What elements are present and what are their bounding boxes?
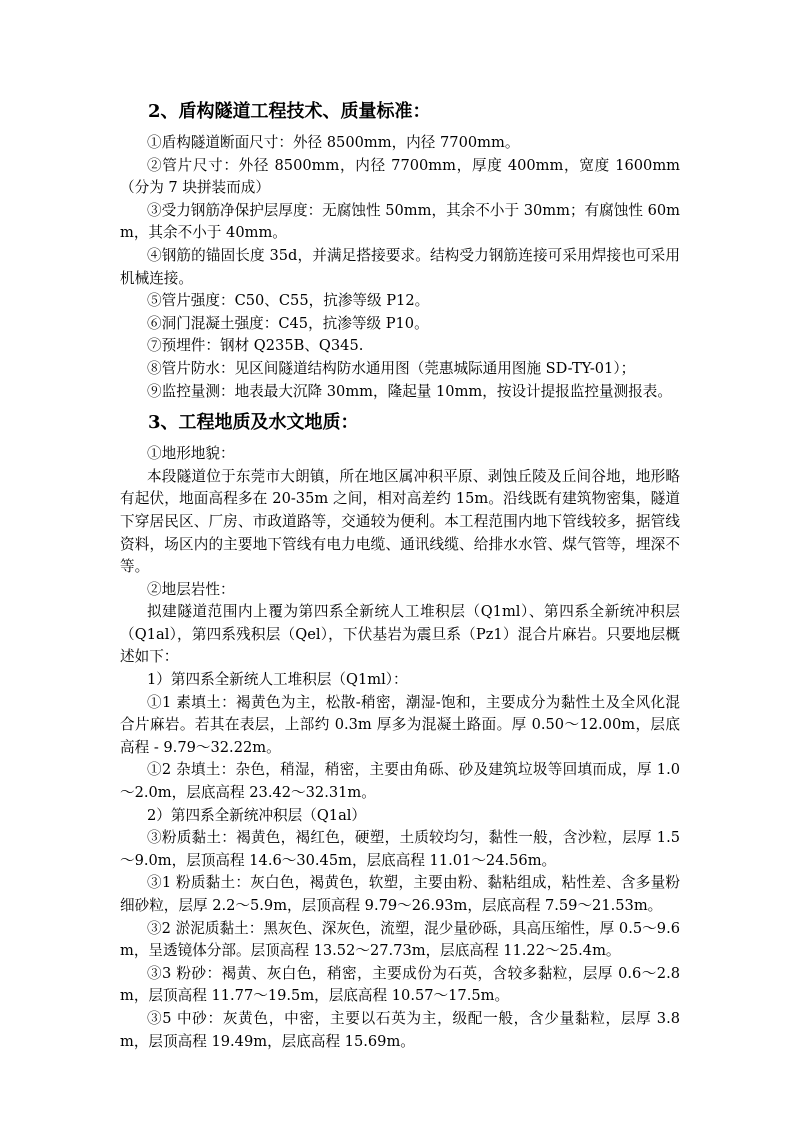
paragraph-alluvial-layer-title: 2）第四系全新统冲积层（Q1al）	[147, 806, 367, 824]
paragraph-waterproofing: ⑧管片防水：见区间隧道结构防水通用图（莞惠城际通用图施 SD-TY-01）；	[147, 359, 636, 377]
paragraph-landform-title: ①地形地貌：	[147, 445, 235, 463]
paragraph-fill-layer-title: 1）第四系全新统人工堆积层（Q1ml）：	[147, 671, 408, 689]
paragraph-segment-size: ②管片尺寸：外径 8500mm，内径 7700mm，厚度 400mm，宽度 1600mm（分为 7 块拼装而成）	[120, 156, 680, 197]
paragraph-anchorage: ④钢筋的锚固长度 35d，并满足搭接要求。结构受力钢筋连接可采用焊接也可采用机械连接。	[120, 246, 680, 287]
paragraph-tunnel-section: ①盾构隧道断面尺寸：外径 8500mm，内径 7700mm。	[147, 134, 520, 151]
document-page	[120, 100, 680, 1053]
paragraph-segment-strength: ⑤管片强度：C50、C55，抗渗等级 P12。	[147, 292, 430, 310]
paragraph-embedded-parts: ⑦预埋件：钢材 Q235B、Q345.	[147, 337, 364, 355]
paragraph-monitoring: ⑨监控量测：地表最大沉降 30mm，隆起量 10mm，按设计提报监控量测报表。	[147, 382, 672, 400]
paragraph-rebar-cover: ③受力钢筋净保护层厚度：无腐蚀性 50mm，其余不小于 30mm；有腐蚀性 60mm，其余不小于 40mm。	[120, 201, 680, 242]
paragraph-silt-sand: ③3 粉砂：褐黄、灰白色，稍密，主要成份为石英，含较多黏粒，层厚 0.6～2.8m，层顶高程 11.77～19.5m，层底高程 10.57～17.5m。	[120, 964, 680, 1005]
paragraph-medium-sand: ③5 中砂：灰黄色，中密，主要以石英为主，级配一般，含少量黏粒，层厚 3.8m，层顶高程 19.49m，层底高程 15.69m。	[120, 1009, 680, 1050]
paragraph-strata-title: ②地层岩性：	[147, 580, 235, 598]
paragraph-strata: 拟建隧道范围内上覆为第四系全新统人工堆积层（Q1ml）、第四系全新统冲积层（Q1al），第四系残积层（Qel），下伏基岩为震旦系（Pz1）混合片麻岩。只要地层概述如下：	[120, 603, 680, 666]
paragraph-silty-clay-1: ③1 粉质黏土：灰白色，褐黄色，软塑，主要由粉、黏粘组成，粘性差、含多量粉细砂粒，层厚 2.2～5.9m，层顶高程 9.79～26.93m，层底高程 7.59～21.53m。	[120, 874, 680, 914]
paragraph-mucky-clay: ③2 淤泥质黏土：黑灰色、深灰色，流塑，混少量砂砾，具高压缩性，厚 0.5～9.6m，呈透镜体分部。层顶高程 13.52～27.73m，层底高程 11.22～25.4m。	[120, 919, 680, 960]
section-heading-geology: 3、工程地质及水文地质：	[148, 412, 359, 434]
paragraph-mixed-fill: ①2 杂填土：杂色，稍湿，稍密，主要由角砾、砂及建筑垃圾等回填而成，厚 1.0～2.0m，层底高程 23.42～32.31m。	[120, 761, 680, 802]
paragraph-plain-fill: ①1 素填土：褐黄色为主，松散-稍密，潮湿-饱和，主要成分为黏性土及全风化混合片麻岩。若其在表层，上部约 0.3m 厚多为混凝土路面。厚 0.50～12.00m，层底高程 - 9.79～32.22m。	[120, 693, 680, 756]
paragraph-portal-concrete: ⑥洞门混凝土强度：C45，抗渗等级 P10。	[147, 314, 429, 332]
paragraph-landform: 本段隧道位于东莞市大朗镇，所在地区属冲积平原、剥蚀丘陵及丘间谷地，地形略有起伏，地面高程多在 20-35m 之间，相对高差约 15m。沿线既有建筑物密集，隧道下穿居民区、厂房、市政道路等，交通较为便利。本工程范围内地下管线较多，据管线资料，场区内的主要地下管线有电力电缆、通讯线缆、给排水水管、煤气管等，埋深不等。	[120, 467, 680, 576]
paragraph-silty-clay: ③粉质黏土：褐黄色，褐红色，硬塑，土质较均匀，黏性一般，含沙粒，层厚 1.5～9.0m，层顶高程 14.6～30.45m，层底高程 11.01～24.56m。	[120, 829, 680, 869]
section-heading-quality-standards: 2、盾构隧道工程技术、质量标准：	[148, 101, 431, 122]
